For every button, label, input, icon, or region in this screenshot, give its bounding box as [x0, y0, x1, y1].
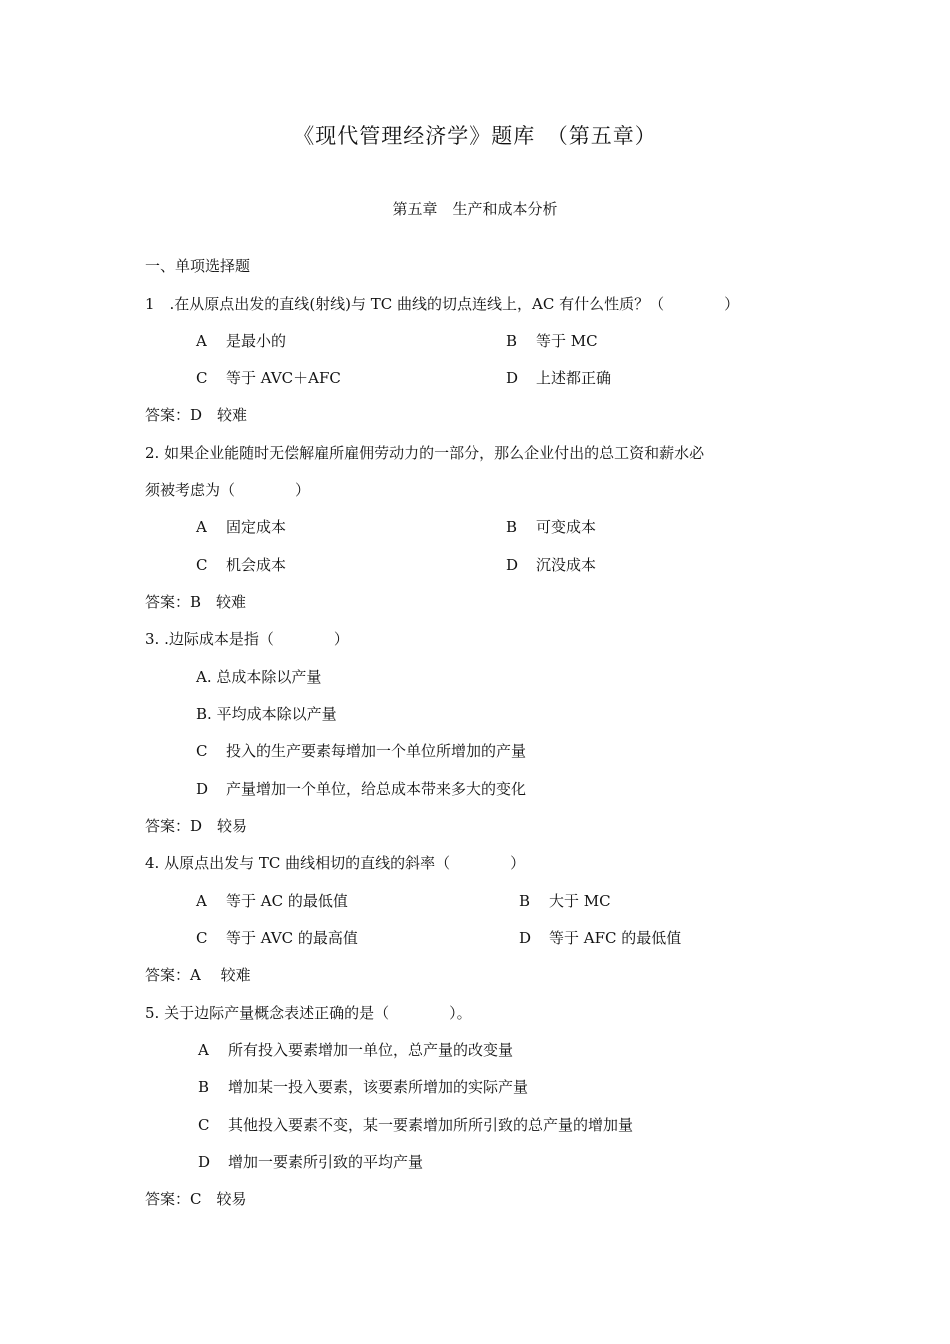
- option-letter: D: [198, 1153, 211, 1171]
- option-text: 等于 AC 的最低值: [226, 892, 348, 910]
- question-5-option-b: [198, 1077, 528, 1097]
- question-2-option-a: [196, 517, 286, 537]
- option-text: 总成本除以产量: [216, 668, 322, 686]
- question-4-stem: 4. 从原点出发与 TC 曲线相切的直线的斜率（ ）: [145, 854, 526, 872]
- question-1-option-a: [196, 331, 286, 351]
- option-letter: A: [198, 1041, 209, 1059]
- question-4-option-d: [519, 928, 681, 948]
- question-1-stem: 1 .在从原点出发的直线(射线)与 TC 曲线的切点连线上，AC 有什么性质？（ ）: [145, 295, 740, 313]
- option-text: 等于 MC: [536, 332, 598, 350]
- option-text: 投入的生产要素每增加一个单位所增加的产量: [226, 742, 527, 760]
- question-5-option-a: [198, 1040, 513, 1060]
- question-1-option-d: [506, 368, 611, 388]
- option-letter: B: [506, 332, 518, 350]
- question-4-option-b: [519, 891, 611, 911]
- option-letter: D: [519, 929, 532, 947]
- option-letter: C: [196, 556, 208, 574]
- question-5-stem: 5. 关于边际产量概念表述正确的是（ ）。: [145, 1004, 472, 1022]
- option-letter: D: [196, 780, 209, 798]
- document-title: 《现代管理经济学》题库 （第五章）: [293, 124, 657, 148]
- option-text: 沉没成本: [536, 556, 597, 574]
- question-1-option-b: [506, 331, 598, 351]
- question-2-option-d: [506, 555, 596, 575]
- question-5-option-d: [198, 1152, 423, 1172]
- option-letter: C: [196, 369, 208, 387]
- option-text: 等于 AVC 的最高值: [226, 929, 358, 947]
- question-1-answer: 答案：D 较难: [145, 406, 248, 424]
- question-3-stem: 3. .边际成本是指（ ）: [145, 630, 349, 648]
- option-letter: B: [506, 518, 518, 536]
- option-letter: B: [519, 892, 531, 910]
- option-text: 增加某一投入要素，该要素所增加的实际产量: [228, 1078, 529, 1096]
- option-text: 大于 MC: [549, 892, 611, 910]
- option-letter: D: [506, 556, 519, 574]
- option-text: 其他投入要素不变，某一要素增加所所引致的总产量的增加量: [228, 1116, 634, 1134]
- option-text: 上述都正确: [536, 369, 612, 387]
- option-letter: C: [198, 1116, 210, 1134]
- question-2-answer: 答案：B 较难: [145, 593, 247, 611]
- question-3-option-d: [196, 779, 526, 799]
- option-letter: A: [196, 332, 207, 350]
- question-2-stem: 2. 如果企业能随时无偿解雇所雇佣劳动力的一部分，那么企业付出的总工资和薪水必: [145, 444, 705, 462]
- option-letter: C: [196, 929, 208, 947]
- question-3-option-c: [196, 741, 526, 761]
- option-text: 固定成本: [226, 518, 287, 536]
- question-1-option-c: [196, 368, 341, 388]
- option-letter: C: [196, 742, 208, 760]
- question-4-option-c: [196, 928, 358, 948]
- option-letter: A: [196, 518, 207, 536]
- option-text: 平均成本除以产量: [216, 705, 337, 723]
- option-letter: A: [196, 892, 207, 910]
- option-text: 所有投入要素增加一单位，总产量的改变量: [228, 1041, 514, 1059]
- option-letter: B: [198, 1078, 210, 1096]
- chapter-heading: 第五章 生产和成本分析: [392, 200, 558, 218]
- question-2-option-b: [506, 517, 596, 537]
- option-text: 机会成本: [226, 556, 287, 574]
- question-5-answer: 答案：C 较易: [145, 1190, 247, 1208]
- option-letter: B.: [196, 705, 212, 723]
- question-4-option-a: [196, 891, 348, 911]
- option-text: 增加一要素所引致的平均产量: [228, 1153, 424, 1171]
- option-text: 等于 AFC 的最低值: [549, 929, 682, 947]
- option-text: 是最小的: [226, 332, 287, 350]
- option-text: 产量增加一个单位，给总成本带来多大的变化: [226, 780, 527, 798]
- question-3-answer: 答案：D 较易: [145, 817, 248, 835]
- option-letter: D: [506, 369, 519, 387]
- question-2-option-c: [196, 555, 286, 575]
- question-5-option-c: [198, 1115, 633, 1135]
- question-3-option-a: [196, 667, 321, 687]
- option-letter: A.: [196, 668, 212, 686]
- section-heading: 一、单项选择题: [145, 257, 251, 275]
- option-text: 可变成本: [536, 518, 597, 536]
- question-3-option-b: [196, 704, 337, 724]
- question-4-answer: 答案：A 较难: [145, 966, 251, 984]
- question-2-stem-continued: 须被考虑为（ ）: [145, 481, 311, 499]
- option-text: 等于 AVC＋AFC: [226, 369, 341, 387]
